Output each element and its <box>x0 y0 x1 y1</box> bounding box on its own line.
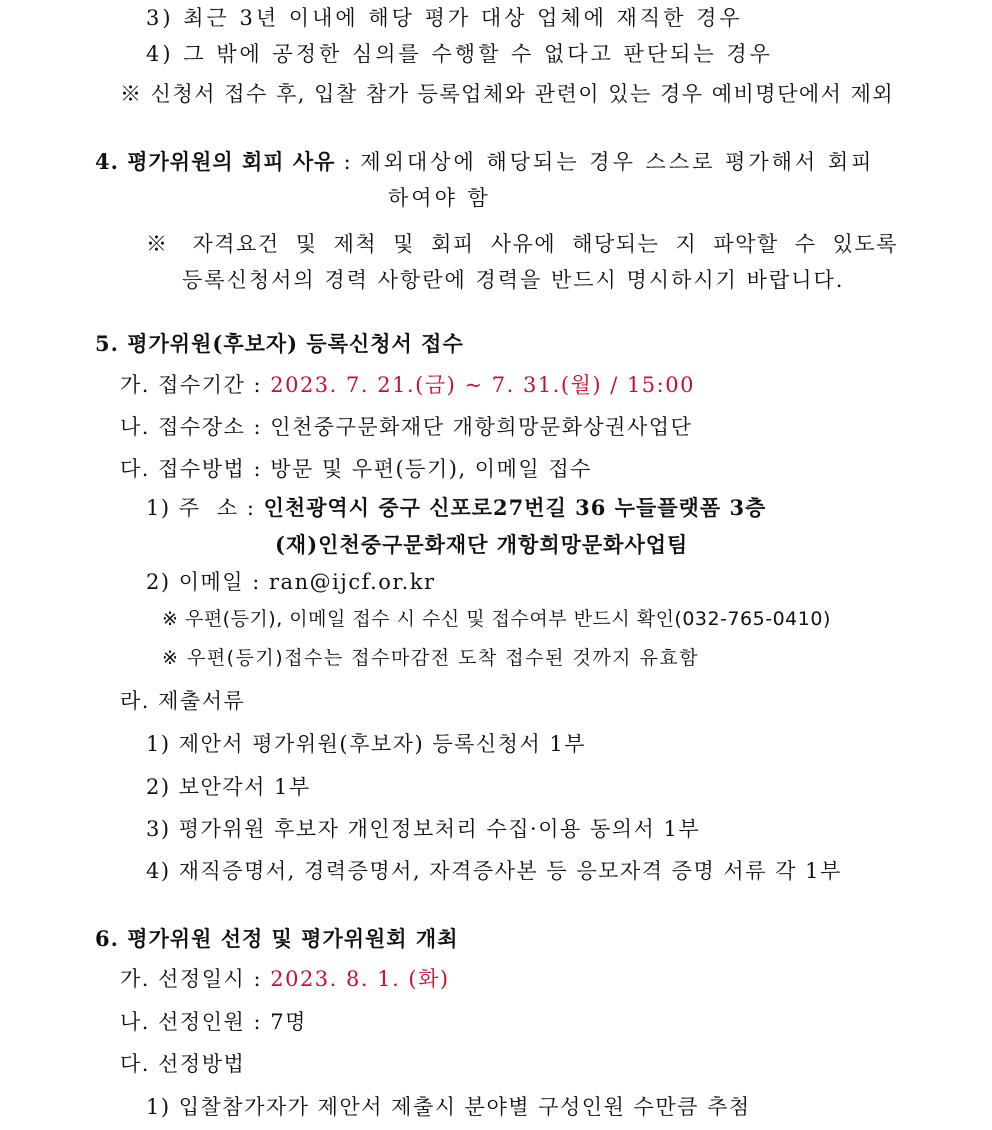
section-5-heading: 5. 평가위원(후보자) 등록신청서 접수 <box>95 331 464 356</box>
section-4-line-1 <box>95 148 874 176</box>
section-4-note-1: ※ 자격요건 및 제척 및 회피 사유에 해당되는 지 파악할 수 있도록 <box>146 232 898 256</box>
section-6-method-1: 1) 입찰참가자가 제안서 제출시 분야별 구성인원 수만큼 추첨 <box>146 1095 751 1119</box>
section-6-date-value: 2023. 8. 1. (화) <box>270 967 450 991</box>
section-5-address-line-1 <box>146 494 766 522</box>
section-4-note-2: 등록신청서의 경력 사항란에 경력을 반드시 명시하시기 바랍니다. <box>182 268 845 292</box>
section-5-period-value: 2023. 7. 21.(금) ~ 7. 31.(월) / 15:00 <box>270 373 695 397</box>
section-6-heading: 6. 평가위원 선정 및 평가위원회 개최 <box>95 926 459 951</box>
section-4-heading: 4. 평가위원의 회피 사유 <box>95 149 336 174</box>
section-5-doc-2: 2) 보안각서 1부 <box>146 775 311 799</box>
section-5-email: 2) 이메일 : ran@ijcf.or.kr <box>146 570 436 594</box>
section-5-docs-label: 라. 제출서류 <box>120 689 246 713</box>
section-4-text-1: 제외대상에 해당되는 경우 스스로 평가해서 회피 <box>360 150 875 174</box>
section-6-method-label: 다. 선정방법 <box>120 1052 246 1076</box>
section-5-doc-1: 1) 제안서 평가위원(후보자) 등록신청서 1부 <box>146 732 587 756</box>
exclusion-item-3: 3) 최근 3년 이내에 해당 평가 대상 업체에 재직한 경우 <box>146 6 743 30</box>
section-6-date <box>120 965 450 993</box>
section-5-place: 나. 접수장소 : 인천중구문화재단 개항희망문화상권사업단 <box>120 415 693 439</box>
exclusion-note: ※ 신청서 접수 후, 입찰 참가 등록업체와 관련이 있는 경우 예비명단에서 제외 <box>120 82 895 106</box>
section-5-period-label: 가. 접수기간 : <box>120 373 271 397</box>
section-6-date-label: 가. 선정일시 : <box>120 967 271 991</box>
section-6-count: 나. 선정인원 : 7명 <box>120 1010 307 1034</box>
section-5-address-1: 인천광역시 중구 신포로27번길 36 누들플랫폼 3층 <box>263 495 767 520</box>
section-5-note-2: ※ 우편(등기)접수는 접수마감전 도착 접수된 것까지 유효함 <box>162 647 700 669</box>
section-5-period <box>120 371 695 399</box>
section-5-address-2: (재)인천중구문화재단 개항희망문화사업팀 <box>275 532 689 557</box>
exclusion-item-4: 4) 그 밖에 공정한 심의를 수행할 수 없다고 판단되는 경우 <box>146 42 773 66</box>
section-4-text-2: 하여야 함 <box>388 186 491 210</box>
section-5-note-1: ※ 우편(등기), 이메일 접수 시 수신 및 접수여부 반드시 확인(032-765-0410) <box>162 608 831 630</box>
section-5-address-label: 1) 주 소 : <box>146 496 264 520</box>
section-5-doc-3: 3) 평가위원 후보자 개인정보처리 수집·이용 동의서 1부 <box>146 817 701 841</box>
section-5-doc-4: 4) 재직증명서, 경력증명서, 자격증사본 등 응모자격 증명 서류 각 1부 <box>146 859 842 883</box>
section-4-separator: : <box>335 150 361 174</box>
section-5-method: 다. 접수방법 : 방문 및 우편(등기), 이메일 접수 <box>120 457 592 481</box>
